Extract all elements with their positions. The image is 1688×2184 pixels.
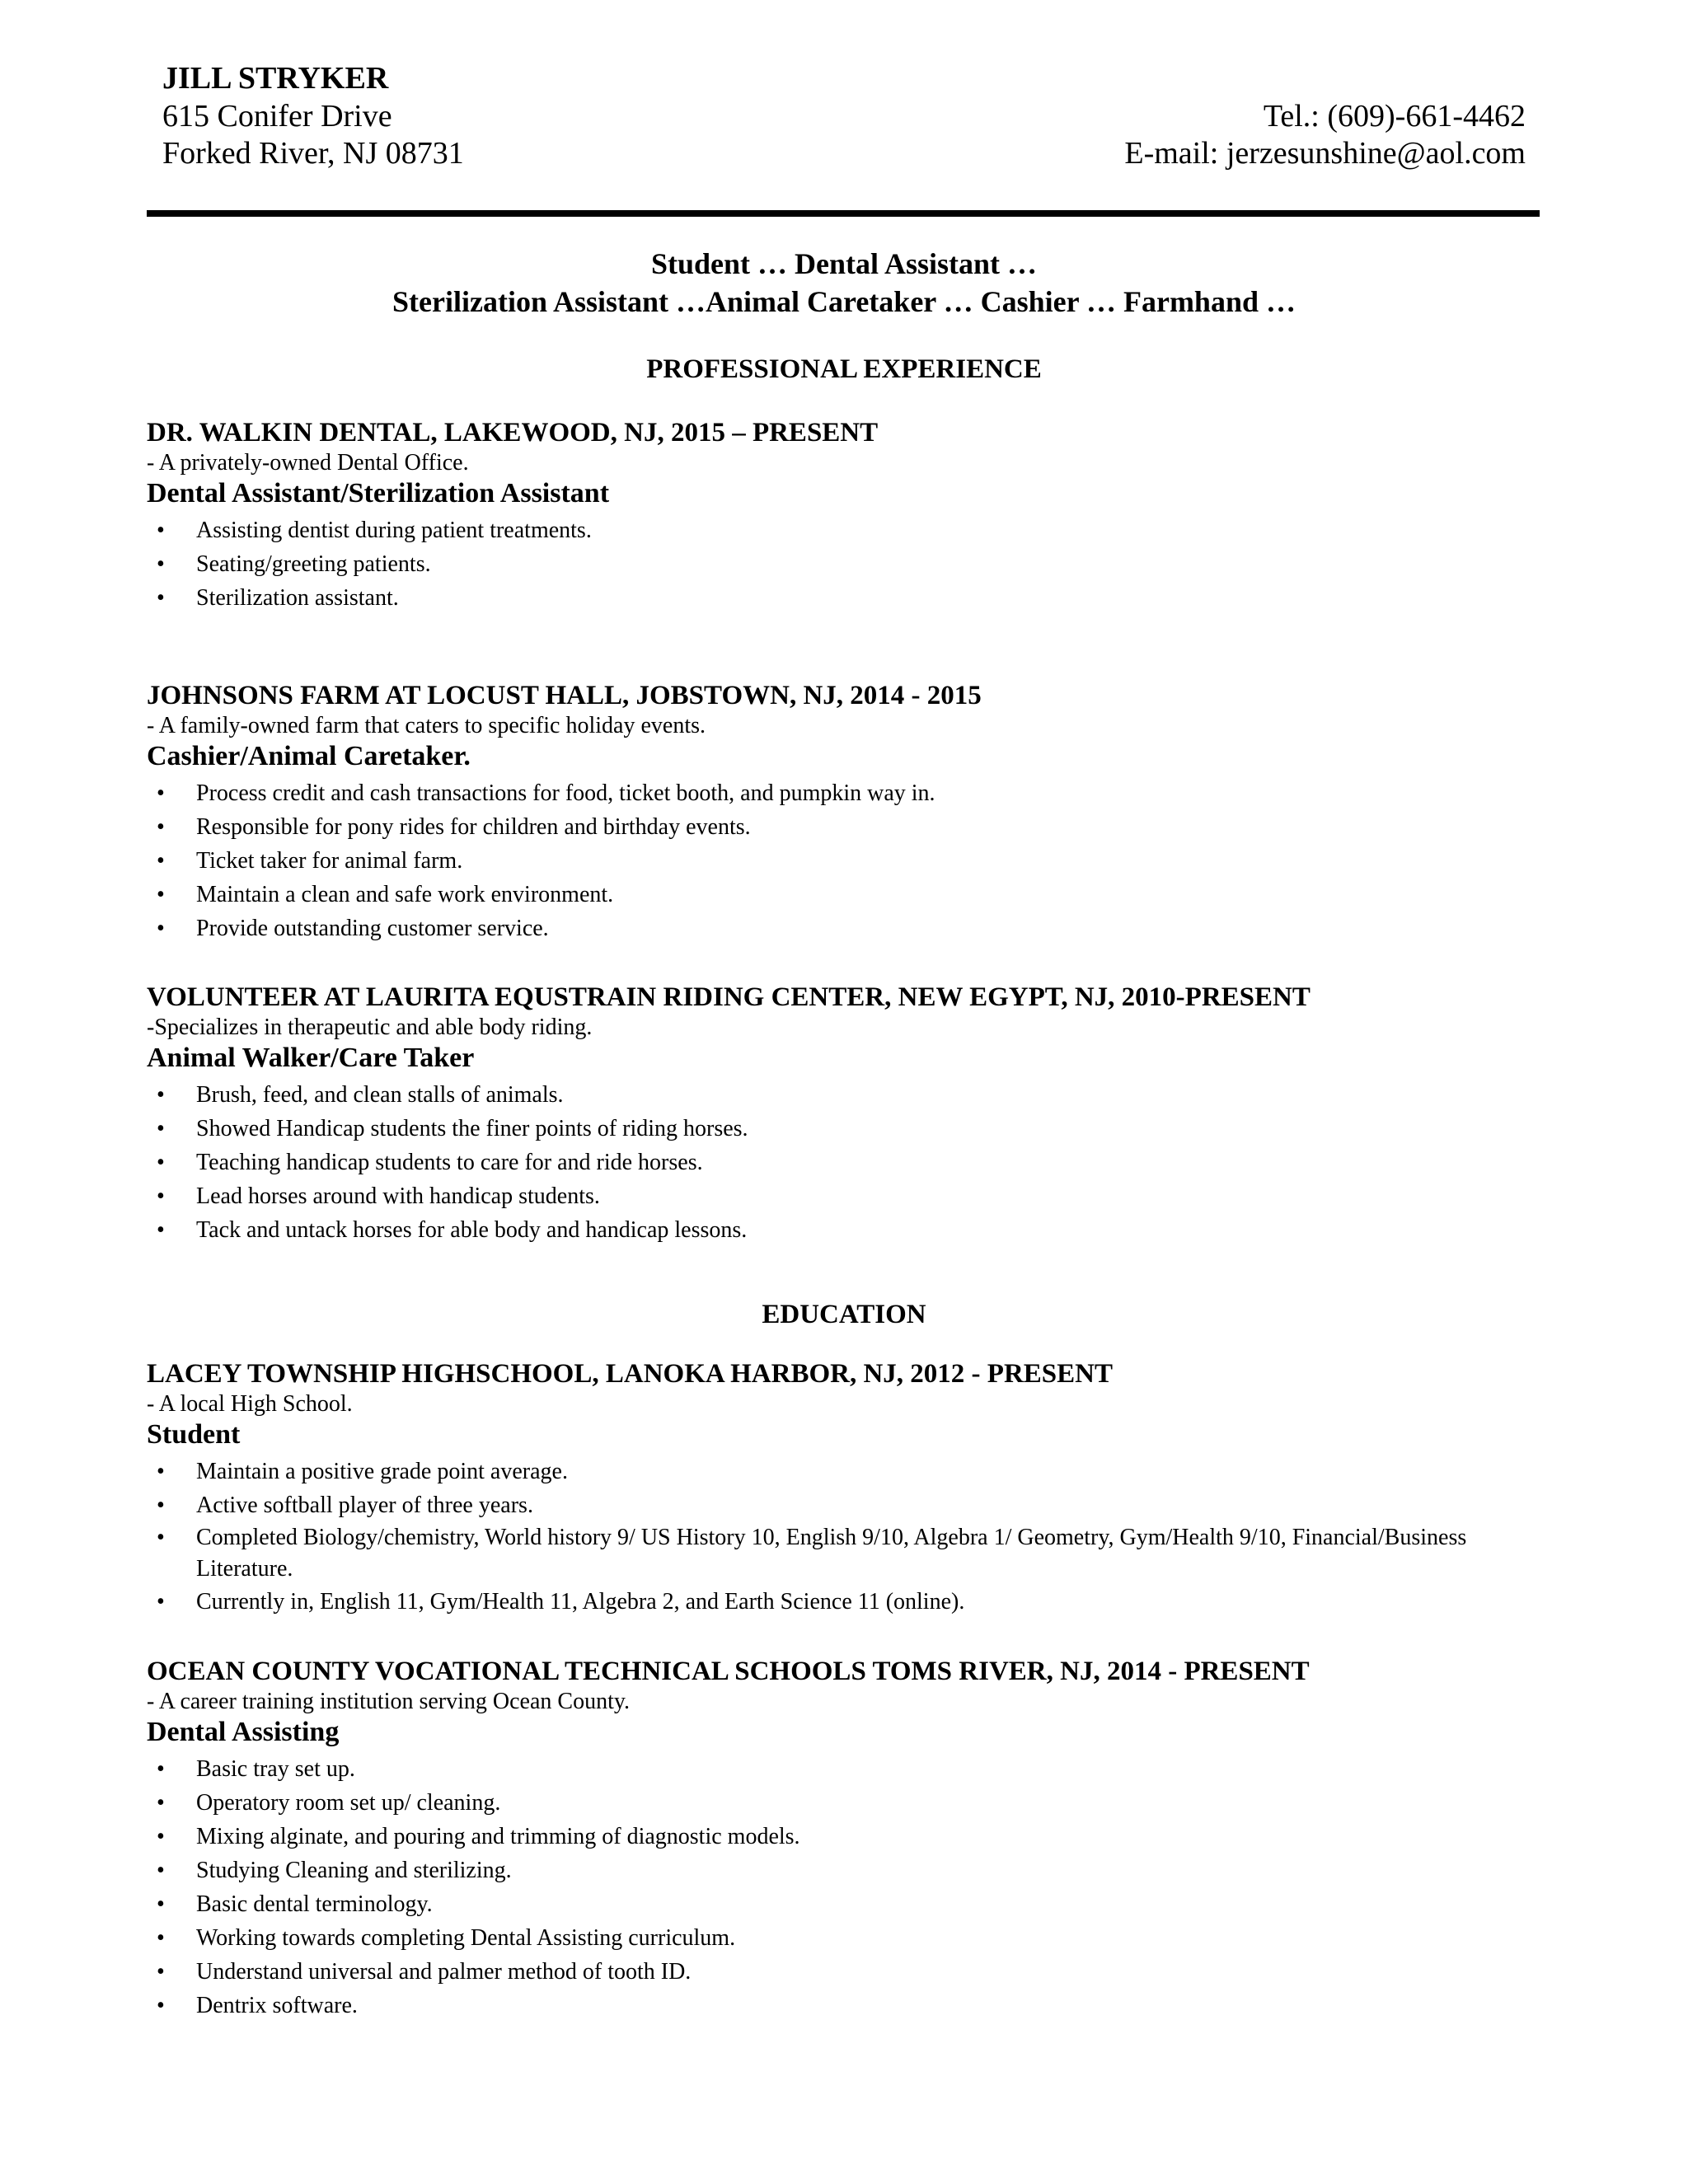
bullet-text: Sterilization assistant.: [196, 585, 399, 611]
bullet-item: [147, 1179, 1482, 1213]
school-bullets: [147, 1455, 1540, 1619]
bullet-item: [147, 1078, 1482, 1112]
job-organization: DR. WALKIN DENTAL, LAKEWOOD, NJ, 2015 – PRESENT: [147, 418, 879, 448]
bullet-text: Ticket taker for animal farm.: [196, 848, 463, 874]
bullet-dot-icon: •: [157, 848, 165, 874]
bullet-item: [147, 1752, 1482, 1786]
school-description: - A career training institution serving Ocean County.: [147, 1689, 631, 1714]
school-organization: OCEAN COUNTY VOCATIONAL TECHNICAL SCHOOLS TOMS RIVER, NJ, 2014 - PRESENT: [147, 1657, 1310, 1686]
bullet-dot-icon: •: [157, 1790, 165, 1816]
bullet-dot-icon: •: [157, 1217, 165, 1243]
school-role: Student: [147, 1419, 241, 1450]
bullet-dot-icon: •: [157, 551, 165, 577]
job-bullets: [147, 513, 1540, 615]
bullet-text: Basic dental terminology.: [196, 1891, 433, 1917]
bullet-dot-icon: •: [157, 1993, 165, 2018]
bullet-dot-icon: •: [157, 1824, 165, 1849]
address-line-2: Forked River, NJ 08731: [162, 136, 464, 171]
bullet-dot-icon: •: [157, 1925, 165, 1951]
bullet-dot-icon: •: [157, 1525, 165, 1550]
bullet-text: Seating/greeting patients.: [196, 551, 431, 577]
bullet-dot-icon: •: [157, 1183, 165, 1209]
bullet-dot-icon: •: [157, 1082, 165, 1108]
bullet-dot-icon: •: [157, 1959, 165, 1985]
bullet-dot-icon: •: [157, 814, 165, 840]
bullet-item: [147, 844, 1482, 878]
bullet-item: [147, 1887, 1482, 1921]
bullet-item: [147, 1820, 1482, 1854]
job-entry: [147, 416, 1540, 615]
bullet-item: [147, 1585, 1482, 1619]
bullet-text: Teaching handicap students to care for and ride horses.: [196, 1150, 703, 1175]
bullet-item: [147, 776, 1482, 810]
bullet-text: Lead horses around with handicap students.: [196, 1183, 600, 1209]
bullet-text: Brush, feed, and clean stalls of animals.: [196, 1082, 564, 1108]
bullet-text: Active softball player of three years.: [196, 1493, 533, 1518]
bullet-text: Operatory room set up/ cleaning.: [196, 1790, 501, 1816]
bullet-dot-icon: •: [157, 1493, 165, 1518]
job-bullets: [147, 776, 1540, 945]
bullet-dot-icon: •: [157, 585, 165, 611]
bullet-text: Studying Cleaning and sterilizing.: [196, 1858, 512, 1883]
job-bullets: [147, 1078, 1540, 1247]
bullet-dot-icon: •: [157, 1756, 165, 1782]
bullet-text: Dentrix software.: [196, 1993, 358, 2018]
job-role: Dental Assistant/Sterilization Assistant: [147, 478, 610, 509]
school-entry: [147, 1655, 1540, 2022]
job-entry: [147, 679, 1540, 945]
bullet-text: Basic tray set up.: [196, 1756, 355, 1782]
section-title-education: EDUCATION: [762, 1300, 926, 1329]
bullet-item: [147, 1522, 1482, 1585]
address-line-1: 615 Conifer Drive: [162, 99, 392, 134]
bullet-dot-icon: •: [157, 1116, 165, 1141]
bullet-text: Tack and untack horses for able body and handicap lessons.: [196, 1217, 748, 1243]
job-description: - A privately-owned Dental Office.: [147, 450, 469, 476]
bullet-item: [147, 547, 1482, 581]
phone-number: Tel.: (609)-661-4462: [1263, 99, 1526, 134]
section-title-experience: PROFESSIONAL EXPERIENCE: [646, 354, 1042, 384]
bullet-dot-icon: •: [157, 780, 165, 806]
job-entry: [147, 981, 1540, 1247]
bullet-item: [147, 1921, 1482, 1955]
bullet-dot-icon: •: [157, 1858, 165, 1883]
bullet-text: Maintain a positive grade point average.: [196, 1459, 568, 1484]
bullet-text: Maintain a clean and safe work environment.: [196, 882, 614, 907]
bullet-text: Completed Biology/chemistry, World history 9/ US History 10, English 9/10, Algebra 1/ Geometry, Gym/Health 9/10, Financial/Business Literature.: [196, 1525, 1467, 1582]
school-bullets: [147, 1752, 1540, 2022]
bullet-text: Working towards completing Dental Assisting curriculum.: [196, 1925, 736, 1951]
bullet-dot-icon: •: [157, 518, 165, 543]
bullet-item: [147, 878, 1482, 912]
job-description: -Specializes in therapeutic and able body riding.: [147, 1015, 593, 1040]
bullet-text: Currently in, English 11, Gym/Health 11, Algebra 2, and Earth Science 11 (online).: [196, 1589, 965, 1615]
email-address: E-mail: jerzesunshine@aol.com: [1124, 136, 1526, 171]
bullet-item: [147, 1146, 1482, 1179]
objective-line-2: Sterilization Assistant …Animal Caretaker … Cashier … Farmhand …: [392, 285, 1296, 318]
bullet-item: [147, 1955, 1482, 1989]
bullet-dot-icon: •: [157, 916, 165, 941]
bullet-item: [147, 1786, 1482, 1820]
header-divider: [147, 210, 1540, 217]
bullet-item: [147, 810, 1482, 844]
job-description: - A family-owned farm that caters to specific holiday events.: [147, 713, 706, 738]
bullet-text: Provide outstanding customer service.: [196, 916, 549, 941]
school-entry: [147, 1357, 1540, 1619]
bullet-item: [147, 1112, 1482, 1146]
bullet-text: Responsible for pony rides for children and birthday events.: [196, 814, 751, 840]
job-role: Cashier/Animal Caretaker.: [147, 741, 471, 771]
job-organization: VOLUNTEER AT LAURITA EQUSTRAIN RIDING CENTER, NEW EGYPT, NJ, 2010-PRESENT: [147, 982, 1311, 1012]
bullet-item: [147, 1989, 1482, 2022]
bullet-dot-icon: •: [157, 1459, 165, 1484]
candidate-name: JILL STRYKER: [162, 61, 389, 96]
bullet-item: [147, 513, 1482, 547]
bullet-dot-icon: •: [157, 1589, 165, 1615]
bullet-text: Assisting dentist during patient treatments.: [196, 518, 592, 543]
bullet-text: Showed Handicap students the finer points of riding horses.: [196, 1116, 748, 1141]
objective-line-1: Student … Dental Assistant …: [650, 247, 1038, 280]
bullet-text: Mixing alginate, and pouring and trimming of diagnostic models.: [196, 1824, 800, 1849]
bullet-item: [147, 1854, 1482, 1887]
bullet-dot-icon: •: [157, 1891, 165, 1917]
bullet-item: [147, 912, 1482, 945]
job-role: Animal Walker/Care Taker: [147, 1043, 475, 1073]
bullet-text: Process credit and cash transactions for food, ticket booth, and pumpkin way in.: [196, 780, 935, 806]
bullet-dot-icon: •: [157, 882, 165, 907]
school-description: - A local High School.: [147, 1391, 353, 1417]
bullet-text: Understand universal and palmer method of tooth ID.: [196, 1959, 692, 1985]
bullet-dot-icon: •: [157, 1150, 165, 1175]
school-organization: LACEY TOWNSHIP HIGHSCHOOL, LANOKA HARBOR, NJ, 2012 - PRESENT: [147, 1359, 1113, 1389]
school-role: Dental Assisting: [147, 1717, 340, 1747]
bullet-item: [147, 1213, 1482, 1247]
job-organization: JOHNSONS FARM AT LOCUST HALL, JOBSTOWN, NJ, 2014 - 2015: [147, 681, 982, 710]
bullet-item: [147, 1488, 1482, 1522]
bullet-item: [147, 581, 1482, 615]
bullet-item: [147, 1455, 1482, 1488]
